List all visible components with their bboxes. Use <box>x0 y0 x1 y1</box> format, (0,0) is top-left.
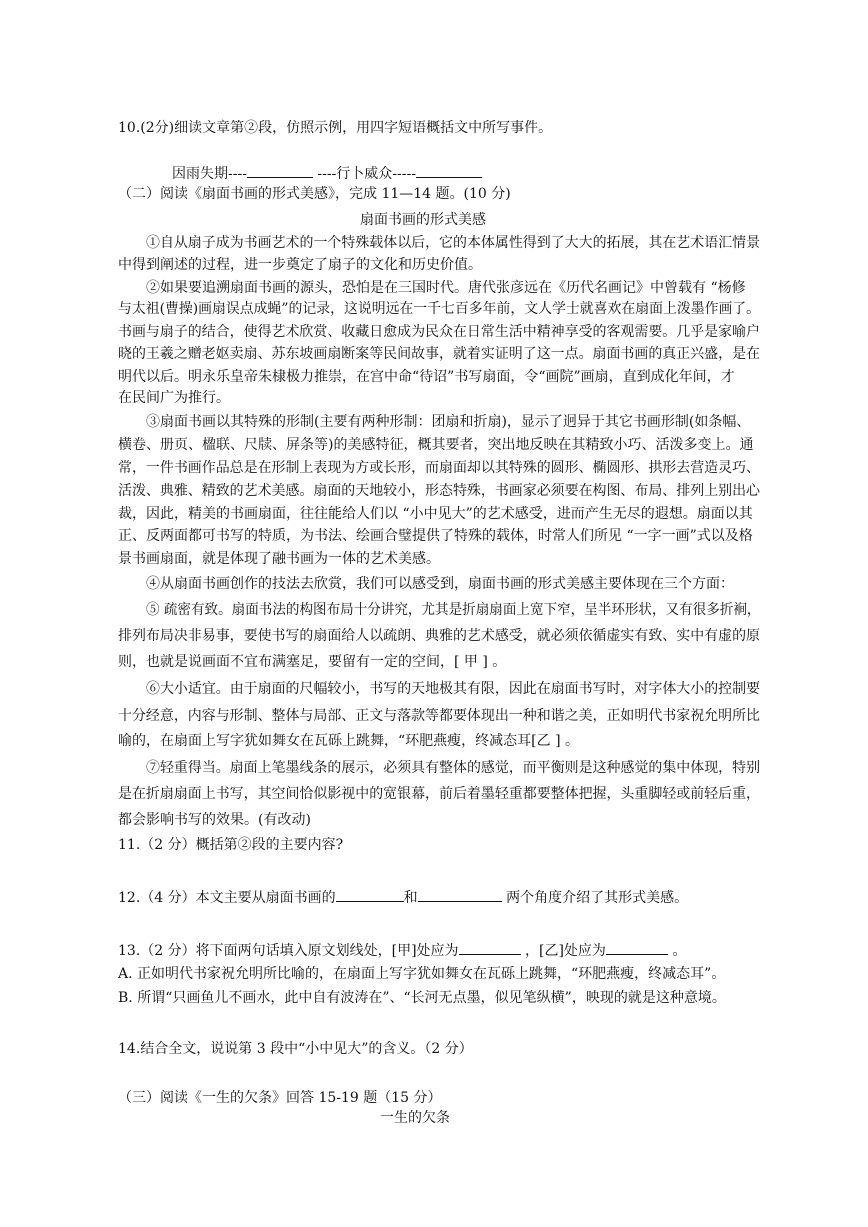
para5-line3: 则，也就是说画面不宜布满塞足，要留有一定的空间，[ 甲 ] 。 <box>118 654 507 670</box>
q13-stem <box>118 940 686 960</box>
q12-blank-1[interactable] <box>336 887 404 902</box>
para3-line6: 正、反两面都可书写的特质，为书法、绘画合璧提供了特殊的载体，时常人们所见 “一字一画”式以及格 <box>118 528 753 544</box>
para1-line2: 中得到阐述的过程，进一步奠定了扇子的文化和历史价值。 <box>118 257 482 273</box>
q12-suffix: 两个角度介绍了其形式美感。 <box>501 890 689 906</box>
para3-line7: 景书画扇面，就是体现了融书画为一体的艺术美感。 <box>118 551 440 567</box>
para4-line1: ④从扇面书画创作的技法去欣赏，我们可以感受到，扇面书画的形式美感主要体现在三个方面： <box>146 576 734 592</box>
para2-line1: ②如果要追溯扇面书画的源头，恐怕是在三国时代。唐代张彦远在《历代名画记》中曾载有 “杨修 <box>146 280 746 296</box>
q10-examples <box>172 163 482 183</box>
q13-middle: ，[乙]处应为 <box>520 943 606 959</box>
q13-blank-yi[interactable] <box>606 940 668 955</box>
section2-heading: （二）阅读《扇面书画的形式美感》，完成 11—14 题。(10 分) <box>118 186 511 202</box>
q12 <box>118 887 688 907</box>
para7-line3: 都会影响书写的效果。(有改动) <box>118 812 311 828</box>
para6-line1: ⑥大小适宜。由于扇面的尺幅较小，书写的天地极其有限，因此在扇面书写时，对字体大小的控制要 <box>146 681 761 697</box>
q13-suffix: 。 <box>667 943 687 959</box>
para3-line4: 活泼、典雅、精致的艺术美感。扇面的天地较小，形态特殊，书画家必须要在构图、布局、排列上别出心 <box>118 483 761 499</box>
q12-prefix: 12.（4 分）本文主要从扇面书画的 <box>118 890 336 906</box>
q12-middle: 和 <box>403 890 418 906</box>
para3-line3: 常，一件书画作品总是在形制上表现为方或长形，而扇面却以其特殊的圆形、椭圆形、拱形去营造灵巧、 <box>118 460 761 476</box>
para7-line2: 是在折扇扇面上书写，其空间恰似影视中的宽银幕，前后着墨轻重都要整体把握，头重脚轻或前轻后重， <box>118 786 761 802</box>
q12-blank-2[interactable] <box>418 887 502 902</box>
para2-line2: 与太祖(曹操)画扇误点成蝇”的记录，这说明远在一千七百多年前，文人学士就喜欢在扇面上泼墨作画了。 <box>118 301 761 317</box>
q11: 11.（2 分）概括第②段的主要内容? <box>118 837 344 853</box>
q13-option-a: A. 正如明代书家祝允明所比喻的，在扇面上写字犹如舞女在瓦砾上跳舞，“环肥燕瘦，终减态耳”。 <box>118 966 726 982</box>
para3-line2: 横卷、册页、楹联、尺牍、屏条等)的美感特征，概其要者，突出地反映在其精致小巧、活泼多变上。通 <box>118 437 754 453</box>
para1-line1: ①自从扇子成为书画艺术的一个特殊载体以后，它的本体属性得到了大大的拓展，其在艺术语汇情景 <box>146 235 761 251</box>
article-title: 扇面书画的形式美感 <box>360 212 486 228</box>
para3-line5: 裁，因此，精美的书画扇面，往往能给人们以 “小中见大”的艺术感受，进而产生无尽的遐想。扇面以其 <box>118 506 753 522</box>
section3-heading: （三）阅读《一生的欠条》回答 15-19 题（15 分） <box>118 1090 442 1106</box>
para5-line1: ⑤ 疏密有致。扇面书法的构图布局十分讲究，尤其是折扇扇面上宽下窄，呈半环形状，又有很多折裥， <box>146 602 761 618</box>
para2-line6: 在民间广为推行。 <box>118 390 230 406</box>
para2-line3: 书画与扇子的结合，使得艺术欣赏、收藏日愈成为民众在日常生活中精神享受的客观需要。几乎是家喻户 <box>118 324 761 340</box>
para6-line2: 十分经意，内容与形制、整体与局部、正文与落款等都要体现出一种和谐之美，正如明代书家祝允明所比 <box>118 708 761 724</box>
para3-line1: ③扇面书画以其特殊的形制(主要有两种形制：团扇和折扇)，显示了迥异于其它书画形制(如条幅、 <box>146 414 751 430</box>
q10-blank-2[interactable] <box>416 163 482 178</box>
q14: 14.结合全文，说说第 3 段中“小中见大”的含义。（2 分） <box>118 1041 473 1057</box>
para2-line5: 明代以后。明永乐皇帝朱棣极力推崇，在宫中命“待诏”书写扇面，令“画院”画扇，直到成化年间，才 <box>118 369 735 385</box>
q10-separator: ---- <box>312 166 337 182</box>
para7-line1: ⑦轻重得当。扇面上笔墨线条的展示，必须具有整体的感觉，而平衡则是这种感觉的集中体现，特别 <box>146 760 761 776</box>
q10-stem: 10.(2分)细读文章第②段，仿照示例，用四字短语概括文中所写事件。 <box>118 120 553 136</box>
para5-line2: 排列布局决非易事，要使书写的扇面给人以疏朗、典雅的艺术感受，就必须依循虚实有致、实中有虚的原 <box>118 628 761 644</box>
q10-blank-1[interactable] <box>247 163 313 178</box>
q13-blank-jia[interactable] <box>459 940 521 955</box>
q13-prefix: 13.（2 分）将下面两句话填入原文划线处，[甲]处应为 <box>118 943 459 959</box>
section3-title: 一生的欠条 <box>380 1110 450 1126</box>
para2-line4: 晓的王羲之赠老妪卖扇、苏东坡画扇断案等民间故事，就着实证明了这一点。扇面书画的真正兴盛，是在 <box>118 346 761 362</box>
para6-line3: 喻的，在扇面上写字犹如舞女在瓦砾上跳舞，“环肥燕瘦，终减态耳[乙 ] 。 <box>118 733 579 749</box>
q10-example-1: 因雨失期---- <box>172 166 247 182</box>
q10-example-2: 行卜威众----- <box>336 166 416 182</box>
q13-option-b: B. 所谓“只画鱼儿不画水，此中自有波涛在”、“长河无点墨，似见笔纵横”，映现的就是这种意境。 <box>118 990 726 1006</box>
